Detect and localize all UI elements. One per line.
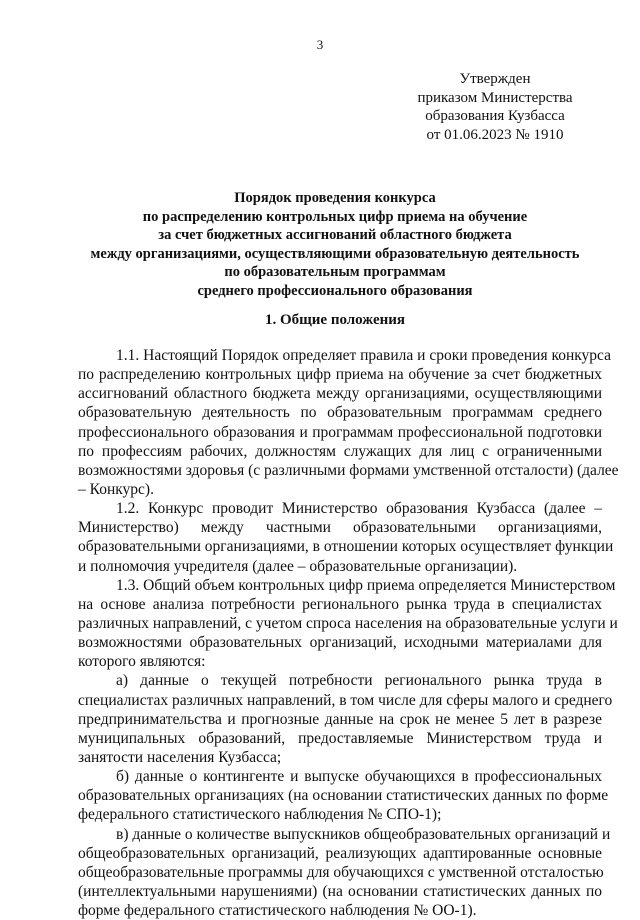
text-line: которого являются: [78,653,206,671]
text-line: по распределению контрольных цифр приема на обучение за счет бюджетных [78,366,602,384]
text-line: Министерство) между частными образовательными организациями, [78,519,602,537]
text-line: форме федерального статистического наблюдения № ОО-1). [78,902,477,920]
title-line: Порядок проведения конкурса [234,190,436,206]
approval-line: образования Кузбасса [425,108,565,124]
text-line: ассигнований областного бюджета между организациями, осуществляющими [78,385,602,403]
text-line: специалистах различных направлений, в том числе для сферы малого и среднего [78,691,613,709]
title-line: по образовательным программам [224,264,446,281]
paragraph-1-2 [78,499,614,576]
text-line: федерального статистического наблюдения № СПО-1); [78,806,442,824]
section-heading: 1. Общие положения [264,312,406,328]
text-line: 1.3. Общий объем контрольных цифр приема определяется Министерством [116,576,616,594]
text-line: (интеллектуальными нарушениями) (на основании статистических данных по [78,882,602,900]
approval-line: приказом Министерства [417,89,573,106]
text-line: 1.2. Конкурс проводит Министерство образования Кузбасса (далее – [116,500,602,518]
text-line: образовательными организациями, в отношении которых осуществляет функции [78,538,614,556]
paragraph-v [78,825,611,920]
text-line: муниципальных образований, предоставляемые Министерством труда и [78,729,602,747]
title-line: между организациями, осуществляющими образовательную деятельность [90,245,580,262]
text-line: образовательную деятельность по образовательным программам среднего [78,404,602,422]
text-line: образовательных организациях (на основании статистических данных по форме [78,787,609,805]
text-line: 1.1. Настоящий Порядок определяет правила и сроки проведения конкурса [116,347,612,364]
text-line: возможностями образовательных организаций, исходными материалами для [78,634,602,652]
paragraph-1-1 [78,346,619,499]
text-line: предпринимательства и прогнозные данные на срок не менее 5 лет в разрезе [78,710,602,728]
text-line: общеобразовательные программы для обучающихся с умственной отсталостью [78,863,604,881]
title-line: за счет бюджетных ассигнований областного бюджета [158,227,512,244]
text-line: – Конкурс). [78,480,154,498]
page-number: 3 [316,37,324,52]
title-line: среднего профессионального образования [197,282,473,299]
title-line: по распределению контрольных цифр приема на обучение [142,208,528,225]
text-line: в) данные о количестве выпускников общеобразовательных организаций и [116,825,611,843]
paragraph-1-3 [78,576,618,672]
text-line: возможностями здоровья (с различными формами умственной отсталости) (далее [78,461,619,479]
text-line: а) данные о текущей потребности регионального рынка труда в [116,672,602,690]
approval-line: от 01.06.2023 № 1910 [426,126,564,143]
text-line: общеобразовательных организаций, реализующих адаптированные основные [78,844,602,862]
approval-line: Утвержден [459,71,531,87]
text-line: различных направлений, с учетом спроса населения на образовательные услуги и [78,614,618,632]
text-line: и полномочия учредителя (далее – образовательные организации). [78,557,518,575]
document-title [60,189,610,301]
text-line: занятости населения Кузбасса; [78,748,282,766]
body-text [78,346,619,920]
text-line: профессионального образования и программам профессиональной подготовки [78,423,602,441]
approval-block [380,70,610,144]
text-line: по профессиям рабочих, должностям служащих для лиц с ограниченными [78,442,602,460]
paragraph-b [78,767,609,824]
paragraph-a [78,671,613,767]
text-line: на основе анализа потребности регионального рынка труда в специалистах [78,595,602,613]
text-line: б) данные о контингенте и выпуске обучающихся в профессиональных [116,768,602,786]
